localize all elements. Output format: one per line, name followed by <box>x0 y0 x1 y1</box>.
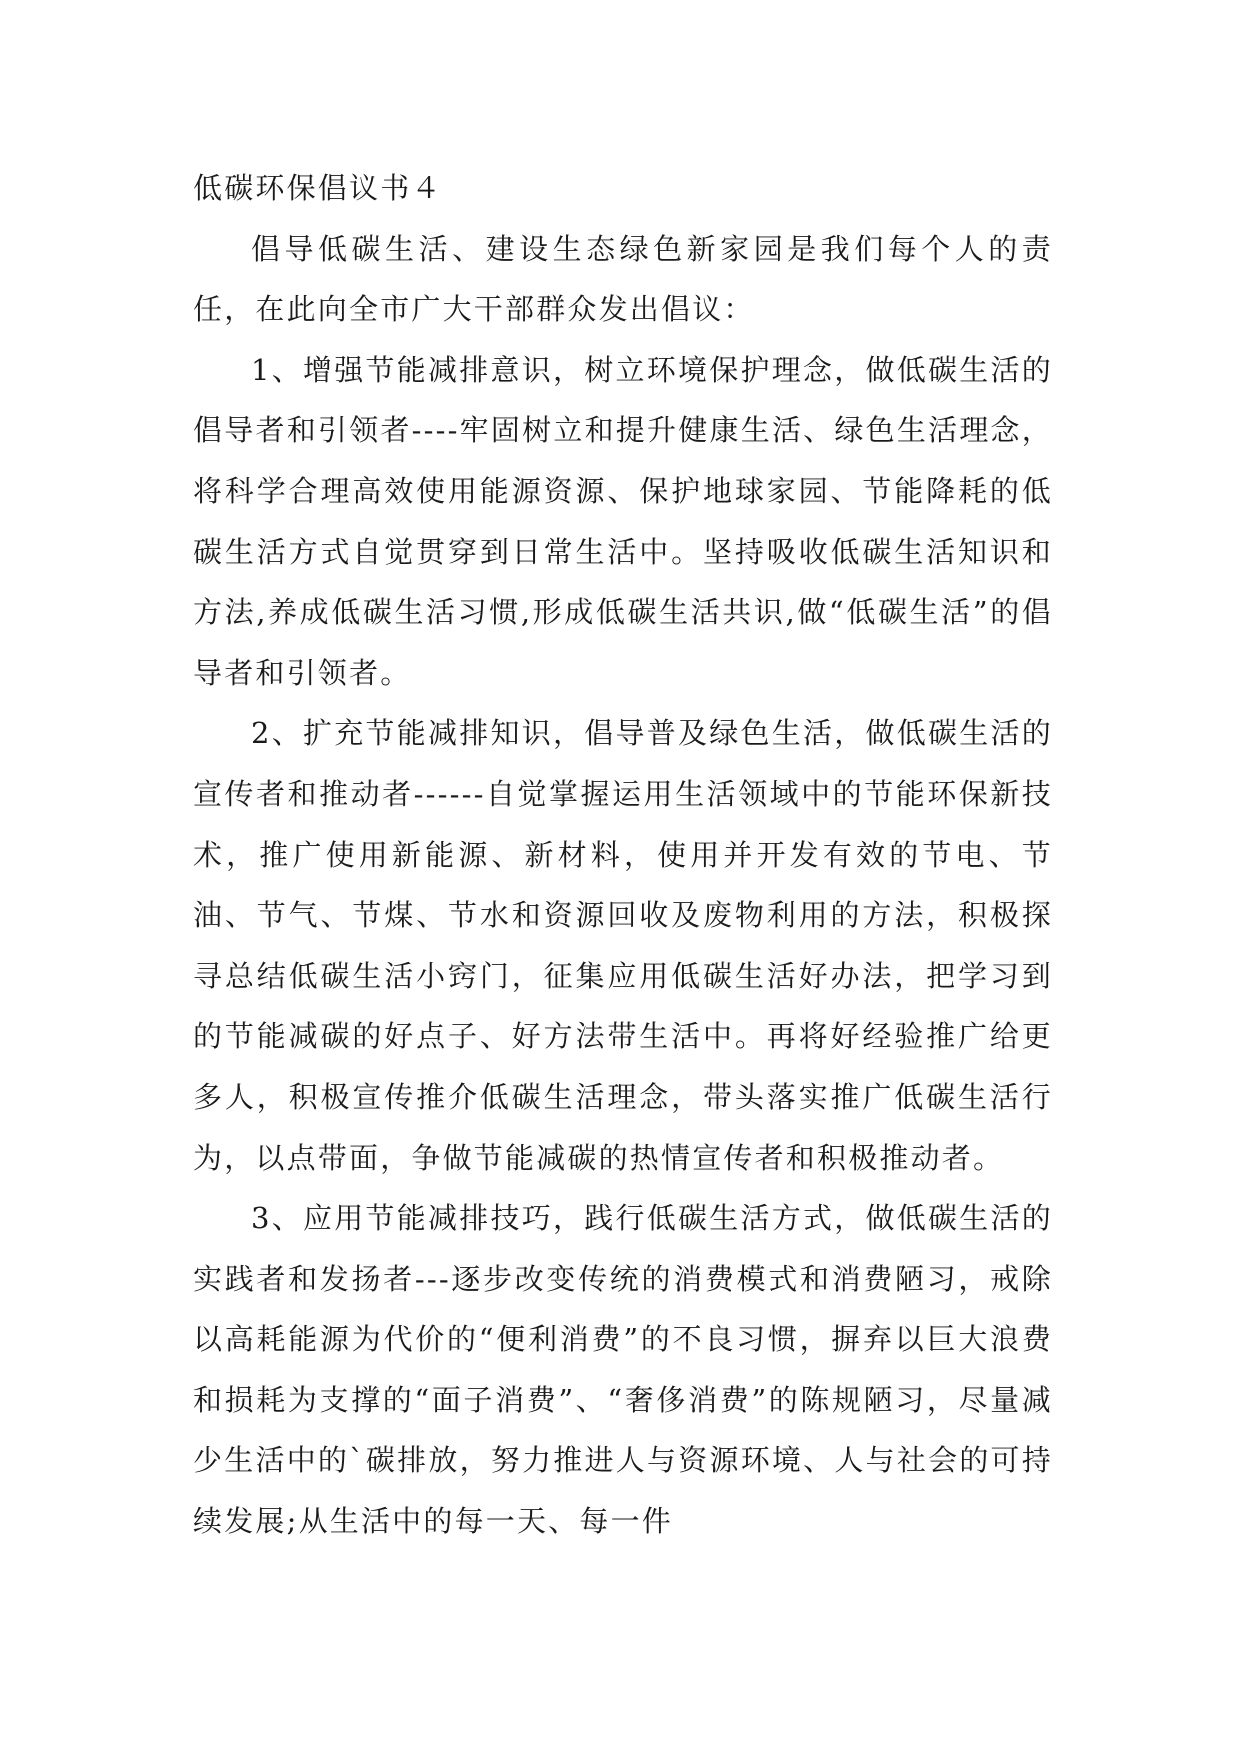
intro-paragraph: 倡导低碳生活、建设生态绿色新家园是我们每个人的责任，在此向全市广大干部群众发出倡议： <box>193 231 1053 327</box>
document-body <box>193 158 1053 1552</box>
proposal-paragraph-3: 3、应用节能减排技巧，践行低碳生活方式，做低碳生活的实践者和发扬者---逐步改变传统的消费模式和消费陋习，戒除以高耗能源为代价的“便利消费”的不良习惯，摒弃以巨大浪费和损耗为支撑的“面子消费”、“奢侈消费”的陈规陋习，尽量减少生活中的`碳排放，努力推进人与资源环境、人与社会的可持续发展;从生活中的每一天、每一件 <box>193 1201 1053 1539</box>
document-title: 低碳环保倡议书４ <box>193 171 443 205</box>
proposal-paragraph-1: 1、增强节能减排意识，树立环境保护理念，做低碳生活的倡导者和引领者----牢固树立和提升健康生活、绿色生活理念，将科学合理高效使用能源资源、保护地球家园、节能降耗的低碳生活方式自觉贯穿到日常生活中。坚持吸收低碳生活知识和方法,养成低碳生活习惯,形成低碳生活共识,做“低碳生活”的倡导者和引领者。 <box>193 352 1053 690</box>
proposal-paragraph-2: 2、扩充节能减排知识，倡导普及绿色生活，做低碳生活的宣传者和推动者------自觉掌握运用生活领域中的节能环保新技术，推广使用新能源、新材料，使用并开发有效的节电、节油、节气、节煤、节水和资源回收及废物利用的方法，积极探寻总结低碳生活小窍门，征集应用低碳生活好办法，把学习到的节能减碳的好点子、好方法带生活中。再将好经验推广给更多人，积极宣传推介低碳生活理念，带头落实推广低碳生活行为，以点带面，争做节能减碳的热情宣传者和积极推动者。 <box>193 716 1053 1175</box>
